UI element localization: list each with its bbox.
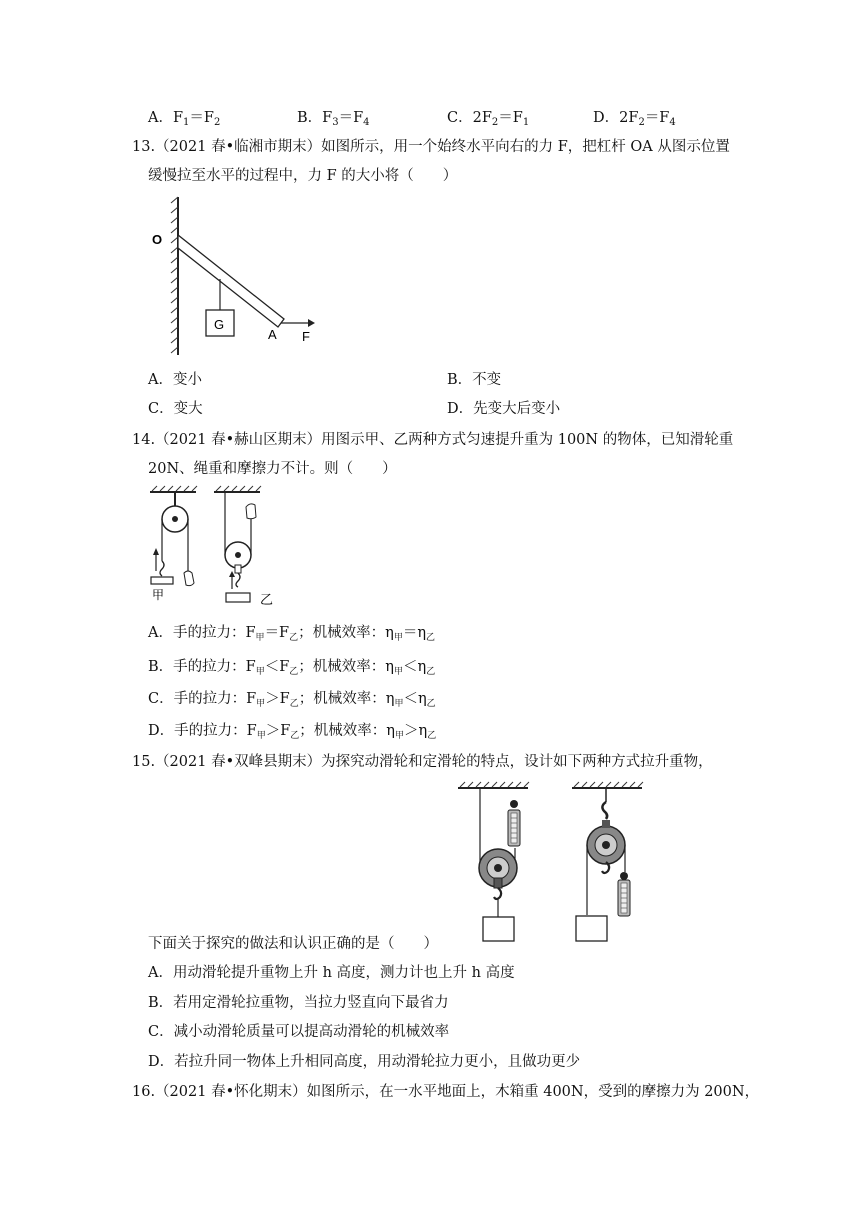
q15-option-b: B．若用定滑轮拉重物，当拉力竖直向下最省力 [148, 995, 449, 1011]
q12-option-d: D．$2F_2=F_4$ [593, 110, 676, 128]
q14-pulley-figure [148, 485, 278, 610]
q13-label-g: G [214, 317, 225, 332]
q12-option-a: A．$F_1=F_2$ [148, 110, 221, 128]
q14-option-c: C．手的拉力：$F_甲>F_乙$；机械效率：$\eta_甲<\eta_乙$ [148, 691, 436, 709]
q14-stem-line2: 20N、绳重和摩擦力不计。则（ ） [148, 461, 397, 477]
q15-option-d: D．若拉升同一物体上升相同高度，用动滑轮拉力更小，且做功更少 [148, 1054, 581, 1070]
q13-option-a: A．变小 [148, 372, 202, 388]
q14-option-d: D．手的拉力：$F_甲>F_乙$；机械效率：$\eta_甲>\eta_乙$ [148, 723, 437, 741]
q15-stem-line2: 下面关于探究的做法和认识正确的是（ ） [148, 936, 438, 952]
q13-option-d: D．先变大后变小 [447, 401, 561, 417]
q16-stem-line1: 16.（2021 春•怀化期末）如图所示，在一水平地面上，木箱重 400N，受到的摩擦力为 200N， [132, 1084, 760, 1100]
q14-option-b: B．手的拉力：$F_甲<F_乙$；机械效率：$\eta_甲<\eta_乙$ [148, 659, 436, 677]
q15-option-c: C．减小动滑轮质量可以提高动滑轮的机械效率 [148, 1024, 450, 1040]
q14-label-yi: 乙 [260, 592, 274, 607]
q12-option-c: C．$2F_2=F_1$ [447, 110, 530, 128]
q14-stem-line1: 14.（2021 春•赫山区期末）用图示甲、乙两种方式匀速提升重为 100N 的物体，已知滑轮重 [132, 432, 734, 448]
q15-option-a: A．用动滑轮提升重物上升 h 高度，测力计也上升 h 高度 [148, 965, 515, 981]
q15-pulley-figure [452, 780, 652, 945]
q13-label-o: O [152, 232, 163, 247]
q15-stem-line1: 15.（2021 春•双峰县期末）为探究动滑轮和定滑轮的特点，设计如下两种方式拉升重物， [132, 754, 713, 770]
q13-lever-figure [148, 195, 328, 357]
q12-option-b: B．$F_3=F_4$ [297, 110, 370, 128]
q14-label-jia: 甲 [152, 588, 165, 602]
q13-label-a: A [268, 327, 277, 342]
q13-label-f: F [302, 329, 310, 344]
q13-stem-line1: 13.（2021 春•临湘市期末）如图所示，用一个始终水平向右的力 F，把杠杆 OA 从图示位置 [132, 139, 730, 155]
q13-stem-line2: 缓慢拉至水平的过程中，力 F 的大小将（ ） [148, 168, 458, 184]
q13-option-c: C．变大 [148, 401, 203, 417]
q13-option-b: B．不变 [447, 372, 502, 388]
q14-option-a: A．手的拉力：$F_甲=F_乙$；机械效率：$\eta_甲=\eta_乙$ [148, 625, 436, 643]
